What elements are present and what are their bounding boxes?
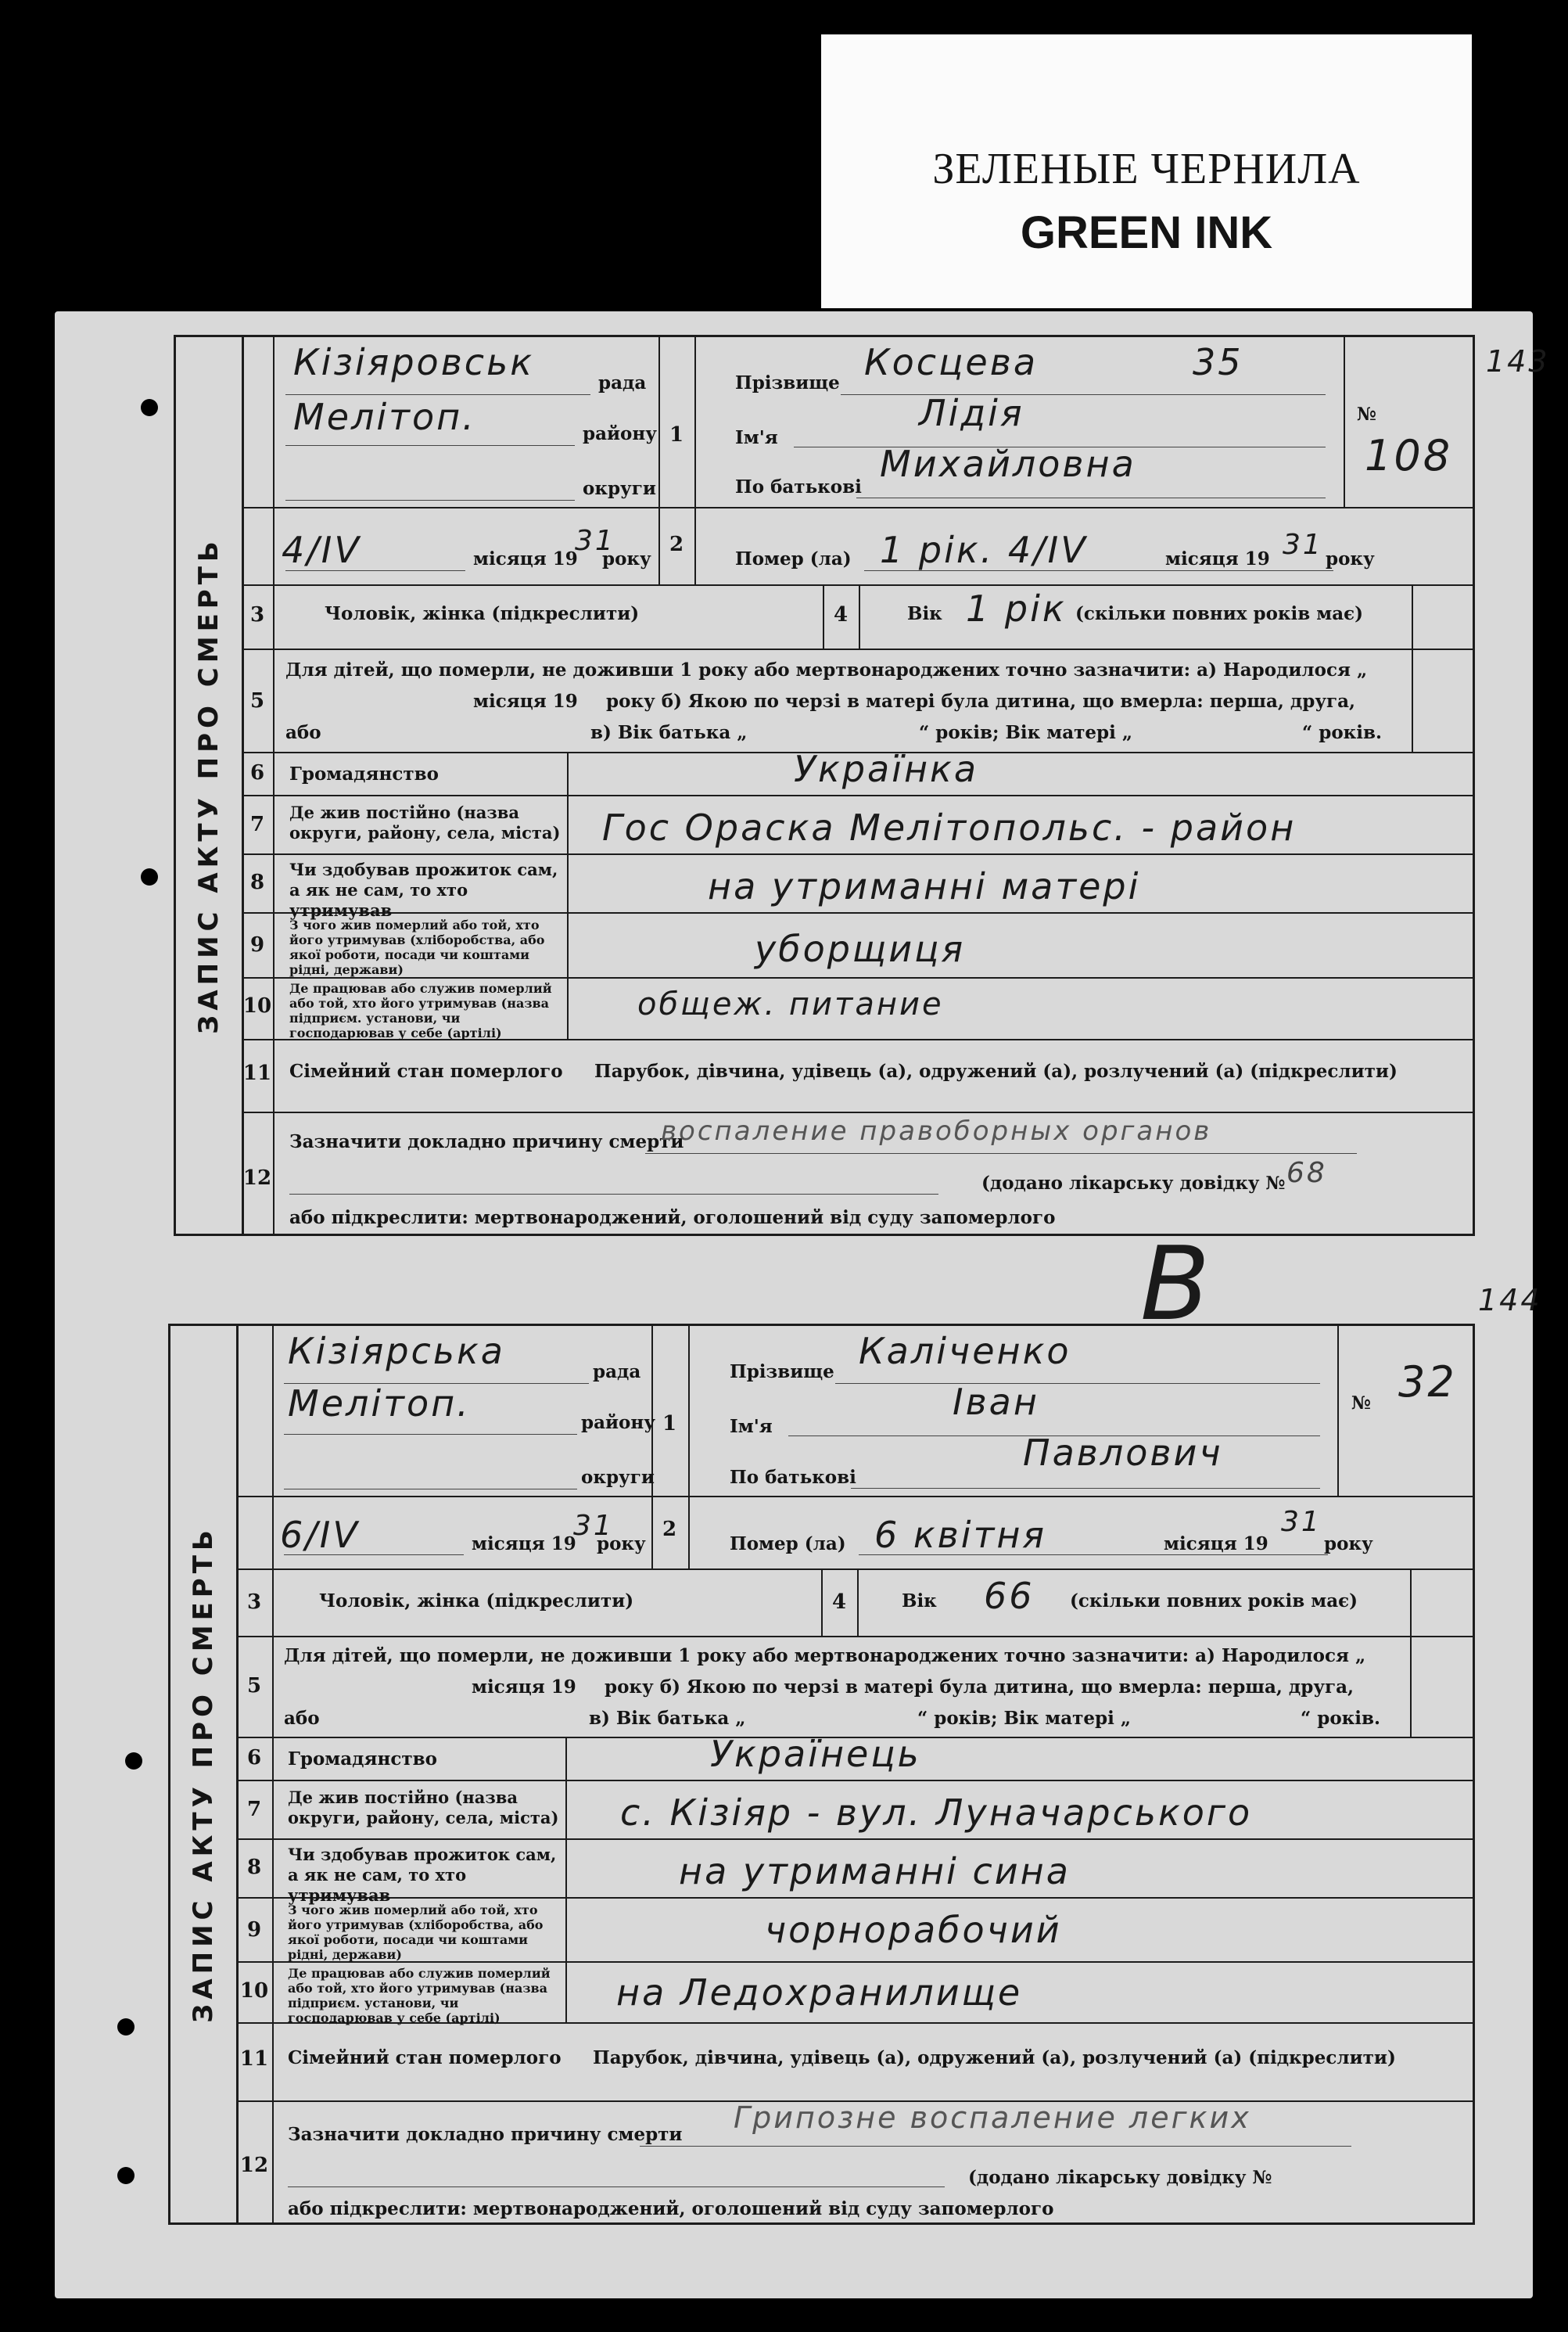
field-label: Вік (902, 1590, 937, 1612)
row-number: 10 (239, 1979, 269, 2003)
handwritten-surname: Косцева (864, 341, 1039, 383)
handwritten-died: 6 квітня (874, 1514, 1047, 1556)
field-label: або (284, 1708, 320, 1729)
field-label: Громадянство (288, 1748, 437, 1770)
field-label: Помер (ла) (730, 1533, 846, 1554)
field-label: По батькові (730, 1467, 856, 1488)
field-label: місяця 19 (1164, 1533, 1268, 1554)
field-label: (додано лікарську довідку № (981, 1173, 1286, 1194)
field-label: або (285, 722, 321, 743)
field-label: округи (583, 478, 656, 499)
field-label: Де працював або служив померлий або той, хто його утримував (назва підприєм. установи, чи господарював у себе (артілі) (288, 1966, 551, 2025)
field-label: району (583, 423, 657, 444)
row-number: 3 (249, 603, 265, 627)
row-number: 4 (833, 603, 849, 627)
punch-hole (117, 2167, 135, 2184)
handwritten-workplace: общеж. питание (637, 986, 944, 1022)
row-number: 1 (669, 423, 684, 447)
field-label: Зазначити докладно причину смерти (289, 1131, 684, 1152)
handwritten-raion: Мелітоп. (293, 396, 476, 438)
row-number: 7 (246, 1798, 262, 1821)
handwritten-date: 6/IV (280, 1514, 360, 1556)
handwritten-livelihood: на утриманні матері (708, 865, 1141, 907)
field-label: місяця 19 (473, 691, 578, 712)
row-number: 5 (249, 689, 265, 713)
handwritten-workplace: на Ледохранилище (616, 1971, 1023, 2014)
margin-number: 144 (1478, 1283, 1542, 1317)
handwritten-rada: Кізіярська (288, 1330, 505, 1372)
form-title: ЗАПИС АКТУ ПРО СМЕРТЬ (188, 1525, 219, 2023)
field-label: (додано лікарську довідку № (968, 2167, 1272, 2188)
field-label: № (1357, 404, 1376, 425)
handwritten-rada: Кізіяровськ (293, 341, 534, 383)
label-english: GREEN INK (1020, 207, 1273, 258)
field-label: року б) Якою по черзі в матері була дитина, що вмерла: перша, друга, (606, 691, 1356, 712)
handwritten-surname: Каліченко (859, 1330, 1071, 1372)
field-label: “ років; Вік матері „ (919, 722, 1133, 743)
handwritten-occupation: уборщиця (755, 928, 966, 970)
green-ink-label (821, 34, 1472, 308)
margin-number: 143 (1486, 344, 1550, 379)
handwritten-occupation: чорнорабочий (765, 1909, 1062, 1951)
handwritten-citizenship: Українець (710, 1733, 921, 1775)
field-label: року б) Якою по черзі в матері була дитина, що вмерла: перша, друга, (605, 1676, 1355, 1698)
field-label: Для дітей, що померли, не доживши 1 року або мертвонароджених точно зазначити: а) Народилося „ (285, 659, 1368, 681)
field-label: рада (598, 372, 647, 393)
field-label: в) Вік батька „ (590, 722, 748, 743)
row-number: 9 (246, 1918, 262, 1942)
field-label: Вік (907, 603, 942, 624)
handwritten-record-number: 108 (1365, 431, 1453, 480)
handwritten-date: 4/IV (282, 529, 361, 571)
row-number: 2 (669, 533, 684, 556)
field-label: Сімейний стан померлого (288, 2047, 562, 2068)
field-label: в) Вік батька „ (589, 1708, 746, 1729)
handwritten-cert: 68 (1286, 1157, 1327, 1189)
handwritten-citizenship: Українка (794, 748, 979, 790)
handwritten-patronymic: Михайловна (880, 443, 1136, 485)
field-label: округи (581, 1467, 655, 1488)
row-number: 2 (662, 1518, 677, 1541)
death-record-form-2 (168, 1224, 1475, 2225)
field-label: місяця 19 (472, 1533, 576, 1554)
row-number: 12 (239, 2154, 269, 2177)
handwritten-name: Лідія (919, 392, 1024, 434)
handwritten-age: 1 рік (966, 587, 1067, 630)
field-label: Де жив постійно (назва округи, району, села, міста) (288, 1788, 559, 1827)
field-label: По батькові (735, 476, 862, 498)
field-label: З чого жив померлий або той, хто його утримував (хліборобства, або якої роботи, посади чи коштами рідні, держави) (289, 918, 545, 977)
row-number: 11 (239, 2047, 269, 2071)
field-label: Сімейний стан померлого (289, 1061, 563, 1082)
row-number: 7 (249, 813, 265, 836)
row-number: 8 (249, 871, 265, 894)
row-number: 9 (249, 933, 265, 957)
field-label: Зазначити докладно причину смерти (288, 2124, 683, 2145)
handwritten-age: 66 (984, 1575, 1035, 1617)
row-number: 3 (246, 1590, 262, 1614)
handwritten-record-number: 32 (1398, 1357, 1457, 1407)
handwritten-livelihood: на утриманні сина (679, 1850, 1071, 1892)
field-label: Громадянство (289, 764, 439, 785)
field-label: Прізвище (730, 1361, 834, 1382)
form-title: ЗАПИС АКТУ ПРО СМЕРТЬ (193, 537, 224, 1034)
field-label: “ років. (1301, 1708, 1380, 1729)
punch-hole (141, 868, 158, 886)
row-number: 11 (242, 1062, 272, 1085)
handwritten-mark: В (1140, 1224, 1213, 1343)
form-spine (170, 1326, 239, 2222)
field-label: рада (593, 1361, 641, 1382)
row-number: 12 (242, 1166, 272, 1190)
row-number: 4 (831, 1590, 847, 1614)
field-label: Помер (ла) (735, 548, 852, 570)
punch-hole (117, 2018, 135, 2036)
field-label: Де жив постійно (назва округи, району, села, міста) (289, 803, 561, 843)
handwritten-name: Іван (953, 1381, 1039, 1423)
death-record-form-1 (174, 335, 1475, 1236)
field-label: № (1351, 1392, 1371, 1414)
handwritten-died-year: 31 (1281, 1506, 1322, 1538)
field-label: Для дітей, що померли, не доживши 1 року або мертвонароджених точно зазначити: а) Народилося „ (284, 1645, 1366, 1666)
field-label: Прізвище (735, 372, 840, 393)
field-label: Ім'я (730, 1416, 773, 1437)
handwritten-year: 31 (573, 1510, 614, 1542)
handwritten-raion: Мелітоп. (288, 1382, 471, 1425)
handwritten-year: 31 (575, 525, 615, 557)
field-label: місяця 19 (1165, 548, 1270, 570)
punch-hole (141, 399, 158, 416)
handwritten-cause: воспаление правоборных органов (661, 1116, 1212, 1147)
field-label: району (581, 1412, 655, 1433)
field-label: місяця 19 (473, 548, 578, 570)
field-label: Ім'я (735, 427, 778, 448)
field-label: або підкреслити: мертвонароджений, оголошений від суду запомерлого (288, 2198, 1054, 2219)
field-label: Чоловік, жінка (підкреслити) (319, 1590, 634, 1612)
form-spine (176, 337, 244, 1234)
row-number: 5 (246, 1674, 262, 1698)
field-label: Чи здобував прожиток сам, а як не сам, то хто утримував (289, 860, 558, 920)
row-number: 1 (662, 1412, 677, 1435)
row-number: 6 (246, 1746, 262, 1770)
field-label: Парубок, дівчина, удівець (а), одружений (а), розлучений (а) (підкреслити) (593, 2047, 1396, 2068)
field-label: року (1326, 548, 1375, 570)
handwritten-died-year: 31 (1283, 529, 1323, 561)
handwritten-note: 35 (1193, 341, 1243, 383)
field-label: Чоловік, жінка (підкреслити) (325, 603, 640, 624)
field-label: (скільки повних років має) (1075, 603, 1364, 624)
field-label: “ років; Вік матері „ (917, 1708, 1132, 1729)
row-number: 8 (246, 1856, 262, 1879)
field-label: Де працював або служив померлий або той, хто його утримував (назва підприєм. установи, чи господарював у себе (артілі) (289, 981, 552, 1040)
punch-hole (125, 1752, 142, 1770)
field-label: місяця 19 (472, 1676, 576, 1698)
handwritten-residence: Гос Ораска Мелітопольс. - район (602, 807, 1297, 849)
handwritten-residence: с. Кізіяр - вул. Луначарського (620, 1791, 1253, 1834)
label-russian: ЗЕЛЕНЫЕ ЧЕРНИЛА (932, 145, 1361, 193)
handwritten-patronymic: Павлович (1023, 1432, 1223, 1474)
field-label: Чи здобував прожиток сам, а як не сам, то хто утримував (288, 1845, 557, 1905)
field-label: року (602, 548, 651, 570)
row-number: 6 (249, 761, 265, 785)
handwritten-cause: Грипозне воспаление легких (734, 2100, 1251, 2135)
field-label: або підкреслити: мертвонароджений, оголошений від суду запомерлого (289, 1207, 1056, 1228)
handwritten-died: 1 рік. 4/IV (880, 529, 1088, 571)
field-label: Парубок, дівчина, удівець (а), одружений (а), розлучений (а) (підкреслити) (594, 1061, 1398, 1082)
field-label: “ років. (1302, 722, 1382, 743)
field-label: (скільки повних років має) (1070, 1590, 1358, 1612)
field-label: З чого жив померлий або той, хто його утримував (хліборобства, або якої роботи, посади чи коштами рідні, держави) (288, 1903, 544, 1962)
row-number: 10 (242, 994, 272, 1018)
field-label: року (597, 1533, 646, 1554)
field-label: року (1324, 1533, 1373, 1554)
